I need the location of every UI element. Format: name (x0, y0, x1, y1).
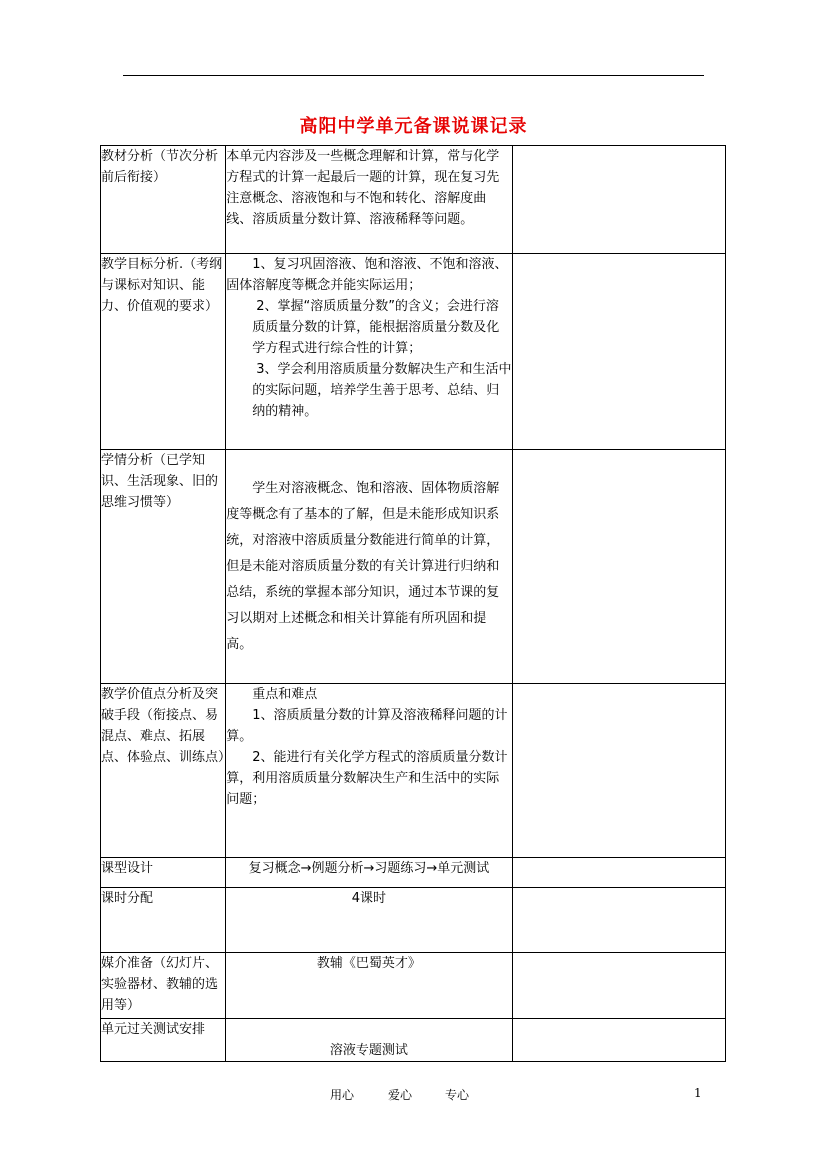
footer-motto-3: 专心 (445, 1088, 470, 1102)
value-item-1: 1、溶质质量分数的计算及溶液稀释问题的计算。 (226, 708, 508, 744)
content-goals (226, 254, 512, 450)
page-number: 1 (694, 1086, 702, 1100)
header-rule (123, 75, 704, 76)
row-value (101, 684, 726, 858)
footer-motto-2: 爱心 (388, 1088, 413, 1102)
value-item-2: 2、能进行有关化学方程式的溶质质量分数计算，利用溶质质量分数解决生产和生活中的实际问题； (226, 750, 508, 807)
row-students (101, 450, 726, 684)
row-material (101, 146, 726, 254)
goal-item-2: 2、掌握“溶质质量分数”的含义；会进行溶质质量分数的计算，能根据溶质量分数及化学方程式进行综合性的计算； (252, 299, 500, 356)
notes-value (512, 684, 725, 858)
row-media (101, 953, 726, 1019)
content-design: 复习概念→例题分析→习题练习→单元测试 (226, 858, 512, 888)
label-material: 教材分析（节次分析前后衔接） (101, 146, 226, 254)
goal-item-3: 3、学会利用溶质质量分数解决生产和生活中的实际问题，培养学生善于思考、总结、归纳的精神。 (252, 362, 512, 419)
notes-students (512, 450, 725, 684)
label-hours: 课时分配 (101, 888, 226, 953)
content-test: 溶液专题测试 (226, 1019, 512, 1062)
row-design (101, 858, 726, 888)
value-heading: 重点和难点 (252, 687, 318, 702)
content-media: 教辅《巴蜀英才》 (226, 953, 512, 1019)
lesson-plan-table (100, 145, 726, 1062)
content-students (226, 450, 512, 684)
notes-goals (512, 254, 725, 450)
row-hours (101, 888, 726, 953)
label-value: 教学价值点分析及突破手段（衔接点、易混点、难点、拓展点、体验点、训练点） (101, 684, 226, 858)
notes-media (512, 953, 725, 1019)
notes-design (512, 858, 725, 888)
row-goals (101, 254, 726, 450)
content-material (226, 146, 512, 254)
label-media: 媒介准备（幻灯片、实验器材、教辅的选用等） (101, 953, 226, 1019)
content-hours: 4课时 (226, 888, 512, 953)
material-text: 本单元内容涉及一些概念理解和计算，常与化学方程式的计算一起最后一题的计算，现在复习先注意概念、溶液饱和与不饱和转化、溶解度曲线、溶质质量分数计算、溶液稀释等问题。 (226, 149, 500, 227)
footer-motto-1: 用心 (330, 1088, 355, 1102)
row-test (101, 1019, 726, 1062)
notes-test (512, 1019, 725, 1062)
content-value (226, 684, 512, 858)
notes-hours (512, 888, 725, 953)
label-design: 课型设计 (101, 858, 226, 888)
label-goals: 教学目标分析.（考纲与课标对知识、能力、价值观的要求） (101, 254, 226, 450)
students-text: 学生对溶液概念、饱和溶液、固体物质溶解度等概念有了基本的了解，但是未能形成知识系统，对溶液中溶质质量分数能进行简单的计算，但是未能对溶质质量分数的有关计算进行归纳和总结，系统的掌握本部分知识，通过本节课的复习以期对上述概念和相关计算能有所巩固和提高。 (226, 480, 500, 652)
label-test: 单元过关测试安排 (101, 1019, 226, 1062)
page-title: 高阳中学单元备课说课记录 (299, 116, 528, 137)
label-students: 学情分析（已学知识、生活现象、旧的思维习惯等） (101, 450, 226, 684)
goal-item-1: 1、复习巩固溶液、饱和溶液、不饱和溶液、固体溶解度等概念并能实际运用； (226, 257, 508, 293)
notes-material (512, 146, 725, 254)
